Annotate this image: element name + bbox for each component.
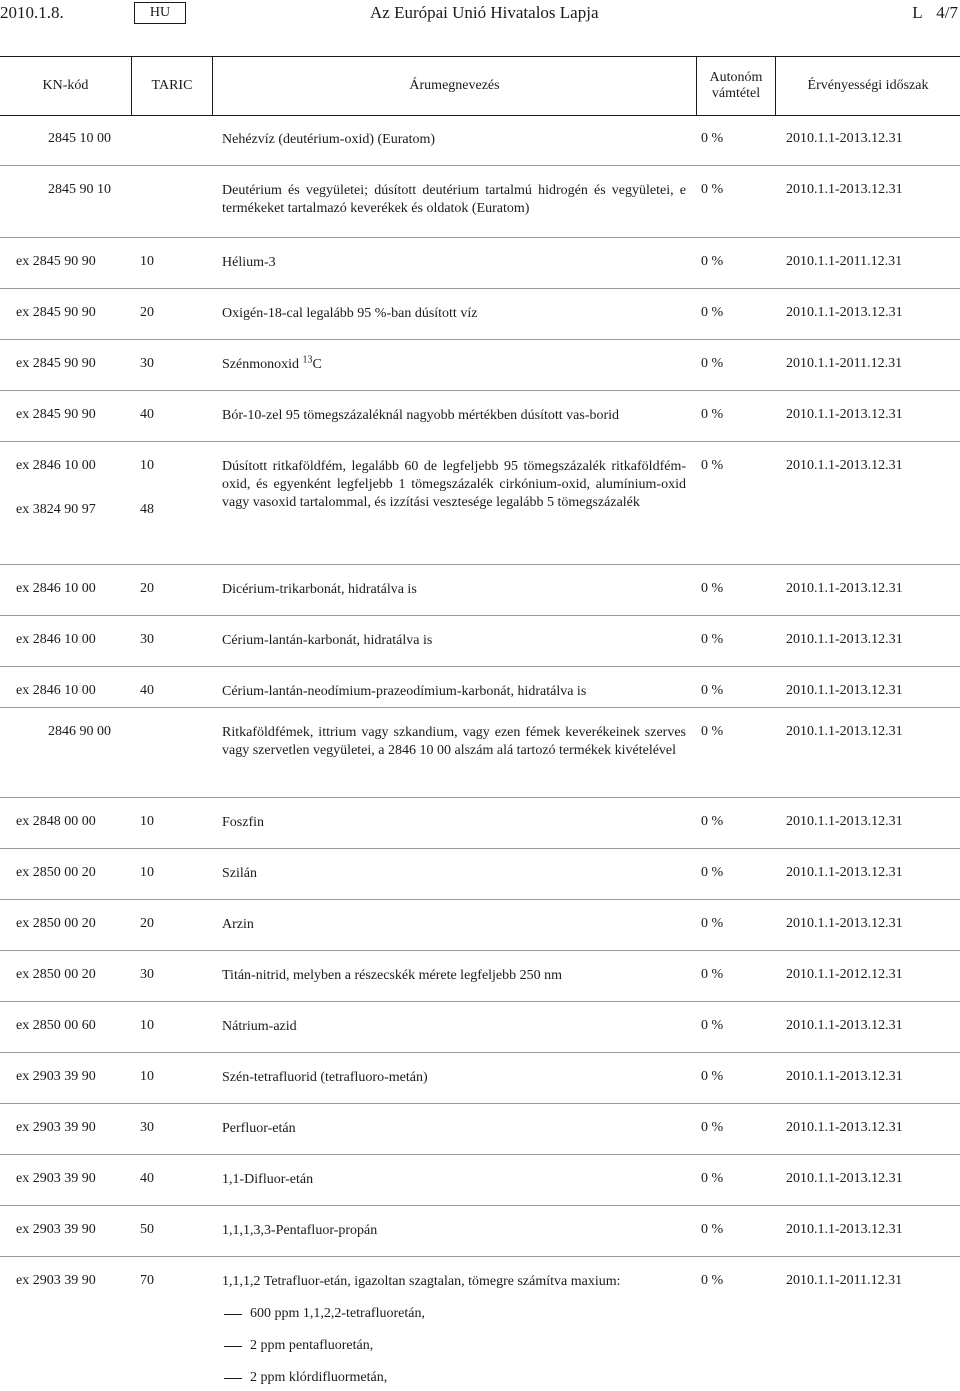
- language-badge: HU: [134, 2, 186, 24]
- description-text: Szénmonoxid: [222, 357, 299, 372]
- validity-period: 2010.1.1-2013.12.31: [786, 683, 903, 698]
- taric-code: 30: [140, 967, 154, 982]
- kn-code: ex 2903 39 90: [16, 1069, 96, 1084]
- taric-code-secondary: 48: [140, 502, 154, 517]
- kn-code: ex 2850 00 20: [16, 967, 96, 982]
- taric-code: 10: [140, 254, 154, 269]
- validity-period: 2010.1.1-2013.12.31: [786, 1018, 903, 1033]
- rate: 0 %: [701, 865, 724, 880]
- rate: 0 %: [701, 458, 724, 473]
- validity-period: 2010.1.1-2013.12.31: [786, 1171, 903, 1186]
- validity-period: 2010.1.1-2013.12.31: [786, 581, 903, 596]
- description: Szilán: [222, 866, 257, 881]
- description: Deutérium és vegyületei; dúsított deutérium tartalmú hidrogén és vegyületei, e termékeket tartalmazó keverékek és oldatok (Euratom): [222, 183, 686, 216]
- taric-code: 50: [140, 1222, 154, 1237]
- taric-code: 10: [140, 458, 154, 473]
- description: Bór-10-zel 95 tömegszázaléknál nagyobb mértékben dúsított vas-borid: [222, 408, 620, 423]
- list-item: [222, 1305, 686, 1323]
- kn-code: ex 2848 00 00: [16, 814, 96, 829]
- rate: 0 %: [701, 182, 724, 197]
- rate: 0 %: [701, 1120, 724, 1135]
- validity-period: 2010.1.1-2013.12.31: [786, 458, 903, 473]
- rate: 0 %: [701, 632, 724, 647]
- rate: 0 %: [701, 814, 724, 829]
- kn-code: 2845 90 10: [48, 182, 111, 197]
- rate: 0 %: [701, 683, 724, 698]
- list-item-text: 600 ppm 1,1,2,2-tetrafluoretán,: [250, 1306, 425, 1321]
- description: Perfluor-etán: [222, 1121, 296, 1136]
- dash-bullet: [224, 1378, 242, 1379]
- taric-code: 20: [140, 916, 154, 931]
- description: Titán-nitrid, melyben a részecskék mérete legfeljebb 250 nm: [222, 968, 563, 983]
- taric-code: 40: [140, 407, 154, 422]
- kn-code: ex 2846 10 00: [16, 581, 96, 596]
- taric-code: 40: [140, 1171, 154, 1186]
- kn-code: ex 2850 00 60: [16, 1018, 96, 1033]
- table-row: [0, 1002, 960, 1053]
- table-row: [0, 900, 960, 951]
- column-rate-line2: vámtétel: [711, 86, 761, 101]
- table-row: [0, 166, 960, 238]
- rate: 0 %: [701, 131, 724, 146]
- description: Foszfin: [222, 815, 264, 830]
- kn-code: ex 2850 00 20: [16, 916, 96, 931]
- validity-period: 2010.1.1-2013.12.31: [786, 305, 903, 320]
- taric-code: 40: [140, 683, 154, 698]
- validity-period: 2010.1.1-2013.12.31: [786, 131, 903, 146]
- kn-code: 2845 10 00: [48, 131, 111, 146]
- rate: 0 %: [701, 1222, 724, 1237]
- validity-period: 2010.1.1-2013.12.31: [786, 182, 903, 197]
- table-row: [0, 115, 960, 166]
- rate: 0 %: [701, 1171, 724, 1186]
- description: Hélium-3: [222, 255, 276, 270]
- table-row: [0, 708, 960, 798]
- description-text: 1,1,1,2 Tetrafluor-etán, igazoltan szagtalan, tömegre számítva maxium:: [222, 1274, 621, 1289]
- column-rate-line1: Autonóm: [709, 70, 763, 85]
- taric-code: 30: [140, 1120, 154, 1135]
- taric-code: 70: [140, 1273, 154, 1288]
- publication-date: 2010.1.8.: [0, 3, 64, 22]
- rate: 0 %: [701, 916, 724, 931]
- table-row: [0, 340, 960, 391]
- description: [222, 356, 686, 374]
- kn-code: ex 2846 10 00: [16, 632, 96, 647]
- description: 1,1-Difluor-etán: [222, 1172, 314, 1187]
- table-row: [0, 442, 960, 565]
- kn-code-secondary: ex 3824 90 97: [16, 502, 96, 517]
- table-row: [0, 616, 960, 667]
- list-item: [222, 1369, 686, 1387]
- rate: 0 %: [701, 1273, 724, 1288]
- kn-code: ex 2903 39 90: [16, 1120, 96, 1135]
- table-row: [0, 1053, 960, 1104]
- table-row: [0, 1104, 960, 1155]
- description: [222, 1273, 686, 1387]
- description: Nátrium-azid: [222, 1019, 297, 1034]
- isotope-symbol: C: [312, 357, 322, 372]
- table-header: [0, 56, 960, 116]
- table-row: [0, 1257, 960, 1391]
- description: 1,1,1,3,3-Pentafluor-propán: [222, 1223, 378, 1238]
- validity-period: 2010.1.1-2012.12.31: [786, 967, 903, 982]
- description: Ritkaföldfémek, ittrium vagy szkandium, vagy ezen fémek keverékeinek szerves vagy szervetlen vegyületei, a 2846 10 00 alszám alá tartozó termékek kivételével: [222, 725, 686, 758]
- table-row: [0, 1206, 960, 1257]
- taric-code: 20: [140, 305, 154, 320]
- taric-code: 20: [140, 581, 154, 596]
- page-number: L 4/7: [912, 3, 958, 22]
- list-item: [222, 1337, 686, 1355]
- table-row: [0, 565, 960, 616]
- column-kn-code: KN-kód: [42, 78, 89, 93]
- kn-code: ex 2903 39 90: [16, 1273, 96, 1288]
- isotope-superscript: 13: [302, 354, 313, 366]
- taric-code: 30: [140, 632, 154, 647]
- taric-code: 10: [140, 1069, 154, 1084]
- rate: 0 %: [701, 581, 724, 596]
- description: Oxigén-18-cal legalább 95 %-ban dúsított víz: [222, 306, 478, 321]
- description: Cérium-lantán-karbonát, hidratálva is: [222, 633, 433, 648]
- table-row: [0, 667, 960, 708]
- rate: 0 %: [701, 967, 724, 982]
- column-validity-period: Érvényességi időszak: [807, 78, 929, 93]
- dash-bullet: [224, 1314, 242, 1315]
- validity-period: 2010.1.1-2013.12.31: [786, 814, 903, 829]
- validity-period: 2010.1.1-2011.12.31: [786, 1273, 903, 1288]
- kn-code: ex 2846 10 00: [16, 458, 96, 473]
- validity-period: 2010.1.1-2011.12.31: [786, 254, 903, 269]
- page-header: [0, 0, 960, 30]
- table-row: [0, 238, 960, 289]
- validity-period: 2010.1.1-2013.12.31: [786, 407, 903, 422]
- column-rate: [697, 57, 775, 115]
- validity-period: 2010.1.1-2013.12.31: [786, 865, 903, 880]
- kn-code: ex 2845 90 90: [16, 356, 96, 371]
- column-description: Árumegnevezés: [409, 78, 500, 93]
- kn-code: ex 2846 10 00: [16, 683, 96, 698]
- list-item-text: 2 ppm pentafluoretán,: [250, 1338, 374, 1353]
- column-taric: TARIC: [151, 78, 193, 93]
- validity-period: 2010.1.1-2013.12.31: [786, 1222, 903, 1237]
- journal-title: Az Európai Unió Hivatalos Lapja: [370, 3, 599, 22]
- dash-bullet: [224, 1346, 242, 1347]
- kn-code: ex 2845 90 90: [16, 305, 96, 320]
- description: Arzin: [222, 917, 254, 932]
- rate: 0 %: [701, 305, 724, 320]
- description: Nehézvíz (deutérium-oxid) (Euratom): [222, 132, 436, 147]
- kn-code: ex 2850 00 20: [16, 865, 96, 880]
- taric-code: 10: [140, 814, 154, 829]
- taric-code: 30: [140, 356, 154, 371]
- kn-code: ex 2903 39 90: [16, 1222, 96, 1237]
- rate: 0 %: [701, 1018, 724, 1033]
- description: Cérium-lantán-neodímium-prazeodímium-karbonát, hidratálva is: [222, 684, 587, 699]
- kn-code: ex 2903 39 90: [16, 1171, 96, 1186]
- description: Szén-tetrafluorid (tetrafluoro-metán): [222, 1070, 428, 1085]
- description: Dicérium-trikarbonát, hidratálva is: [222, 582, 417, 597]
- list-item-text: 2 ppm klórdifluormetán,: [250, 1370, 388, 1385]
- validity-period: 2010.1.1-2013.12.31: [786, 632, 903, 647]
- validity-period: 2010.1.1-2011.12.31: [786, 356, 903, 371]
- table-row: [0, 951, 960, 1002]
- table-row: [0, 1155, 960, 1206]
- rate: 0 %: [701, 1069, 724, 1084]
- kn-code: ex 2845 90 90: [16, 407, 96, 422]
- taric-code: 10: [140, 1018, 154, 1033]
- validity-period: 2010.1.1-2013.12.31: [786, 724, 903, 739]
- validity-period: 2010.1.1-2013.12.31: [786, 916, 903, 931]
- rate: 0 %: [701, 254, 724, 269]
- taric-code: 10: [140, 865, 154, 880]
- validity-period: 2010.1.1-2013.12.31: [786, 1069, 903, 1084]
- kn-code: 2846 90 00: [48, 724, 111, 739]
- rate: 0 %: [701, 356, 724, 371]
- description: Dúsított ritkaföldfém, legalább 60 de legfeljebb 95 tömegszázalék ritkaföldfém-oxid, és egyenként legfeljebb 1 tömegszázalék cirkónium-oxid, alumínium-oxid vagy vasoxid tartalommal, és izzítási vesztesége legalább 5 tömegszázalék: [222, 459, 686, 510]
- table-row: [0, 849, 960, 900]
- table-row: [0, 391, 960, 442]
- table-row: [0, 289, 960, 340]
- rate: 0 %: [701, 407, 724, 422]
- rate: 0 %: [701, 724, 724, 739]
- validity-period: 2010.1.1-2013.12.31: [786, 1120, 903, 1135]
- kn-code: ex 2845 90 90: [16, 254, 96, 269]
- table-row: [0, 798, 960, 849]
